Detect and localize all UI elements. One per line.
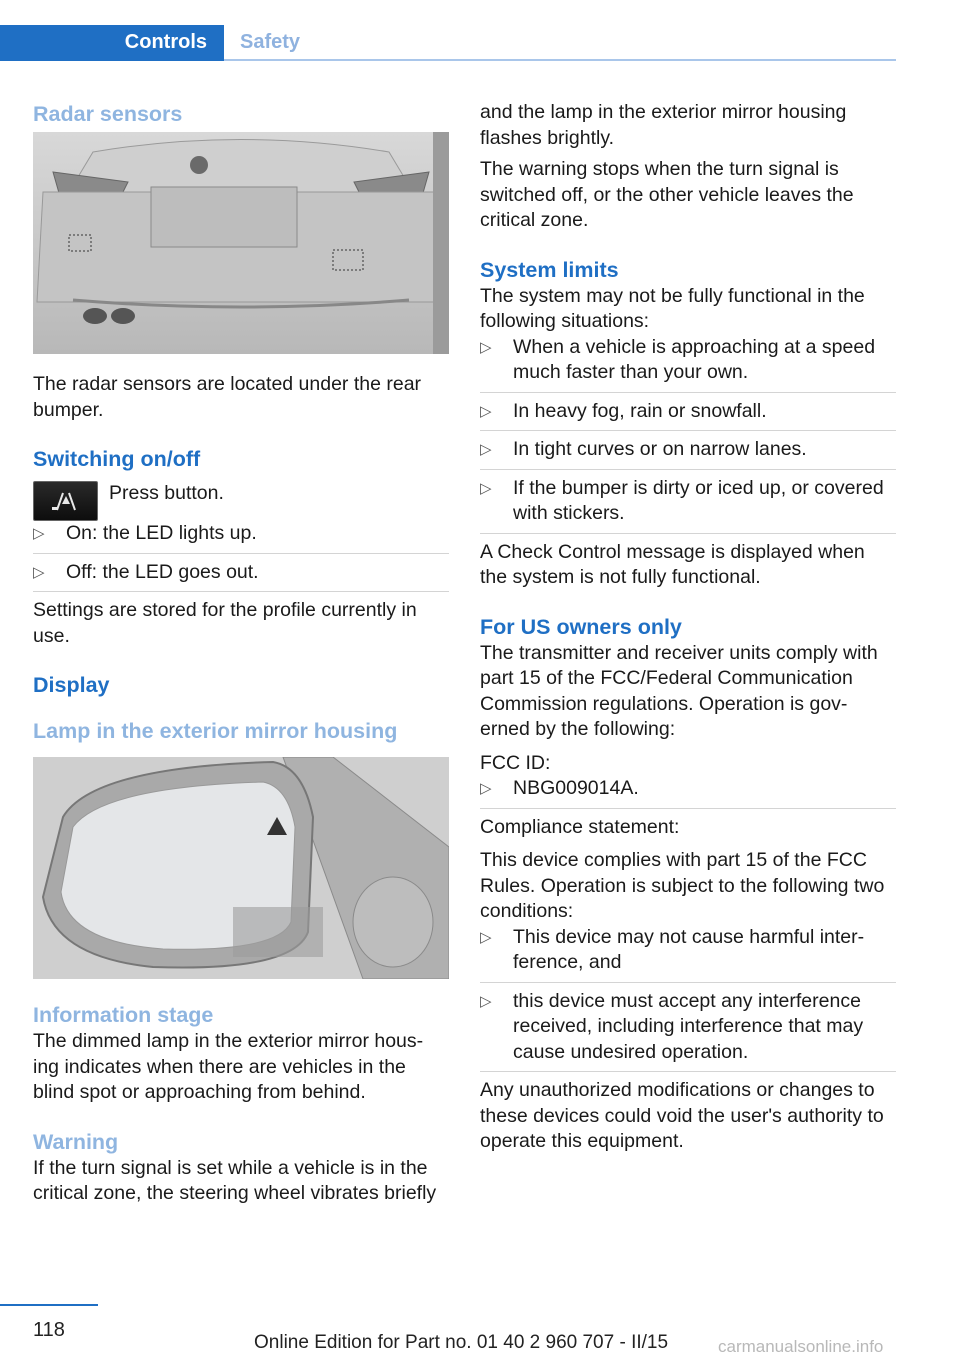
triangle-right-icon: ▷ <box>480 780 492 797</box>
lamp-heading: Lamp in the exterior mirror housing <box>33 719 398 743</box>
fcc-id-label: FCC ID: <box>480 751 551 774</box>
tab-safety[interactable]: Safety <box>240 31 301 54</box>
press-button-text: Press button. <box>109 482 224 504</box>
warning-stop-text: The warning stops when the turn signal is switched off, or the other vehicle leaves the critical zone. <box>480 158 854 231</box>
switch-states-list <box>33 521 449 592</box>
header-tabs <box>0 25 896 61</box>
conditions-list <box>480 925 896 1073</box>
edition-text: Online Edition for Part no. 01 40 2 960 707 - II/15 <box>254 1332 669 1353</box>
triangle-right-icon: ▷ <box>480 402 492 420</box>
page-number: 118 <box>33 1319 65 1341</box>
triangle-right-icon: ▷ <box>480 479 492 497</box>
list-item: ▷ If the bumper is dirty or iced up, or covered with stickers. <box>480 476 896 534</box>
warning-text: If the turn signal is set while a vehicle is in the critical zone, the steering wheel vibrates briefly <box>33 1156 437 1204</box>
button-instruction <box>33 481 449 521</box>
list-item: ▷ This device may not cause harmful inter‐ ference, and <box>480 925 896 983</box>
list-item: ▷ Off: the LED goes out. <box>33 560 449 593</box>
system-limits-list <box>480 335 896 534</box>
fcc-id-list <box>480 776 896 809</box>
triangle-right-icon: ▷ <box>480 338 492 356</box>
list-item: ▷ In tight curves or on narrow lanes. <box>480 437 896 470</box>
triangle-right-icon: ▷ <box>480 441 492 458</box>
warning-heading: Warning <box>33 1129 119 1154</box>
mirror-illustration <box>33 757 449 979</box>
footer-rule <box>0 1304 98 1306</box>
list-item: ▷ In heavy fog, rain or snowfall. <box>480 399 896 432</box>
list-item: ▷ this device must accept any interference received, including interference that may cause undesired operation. <box>480 989 896 1073</box>
car-rear-illustration <box>33 132 449 354</box>
triangle-right-icon: ▷ <box>33 563 45 581</box>
switching-heading: Switching on/off <box>33 447 201 471</box>
compliance-label: Compliance statement: <box>480 815 680 838</box>
settings-text: Settings are stored for the profile currently in use. <box>33 599 417 647</box>
information-stage-text: The dimmed lamp in the exterior mirror hous‐ ing indicates when there are vehicles in the blind spot or approaching from behind. <box>33 1030 424 1103</box>
list-item: ▷ On: the LED lights up. <box>33 521 449 554</box>
list-item: ▷ NBG009014A. <box>480 776 896 809</box>
lane-change-warning-button[interactable] <box>33 481 98 521</box>
mirror-figure <box>33 757 449 979</box>
check-control-text: A Check Control message is displayed when the system is not fully functional. <box>480 540 865 588</box>
triangle-right-icon: ▷ <box>33 525 45 542</box>
us-owners-heading: For US owners only <box>480 614 682 639</box>
continued-text: and the lamp in the exterior mirror housing flashes brightly. <box>480 101 847 149</box>
tab-divider <box>224 59 896 61</box>
final-text: Any unauthorized modifications or changes to these devices could void the user's authority to operate this equipment. <box>480 1079 884 1152</box>
radar-sensors-heading: Radar sensors <box>33 102 183 126</box>
lane-warning-icon <box>49 490 83 512</box>
display-heading: Display <box>33 673 110 697</box>
right-column <box>480 100 896 1155</box>
watermark-text: carmanualsonline.info <box>718 1337 884 1356</box>
information-stage-heading: Information stage <box>33 1003 214 1027</box>
system-limits-intro: The system may not be fully functional in the following situations: <box>480 284 865 332</box>
radar-description: The radar sensors are located under the rear bumper. <box>33 373 422 421</box>
rear-bumper-figure <box>33 132 449 354</box>
list-item: ▷ When a vehicle is approaching at a speed much faster than your own. <box>480 335 896 393</box>
compliance-text: This device complies with part 15 of the FCC Rules. Operation is subject to the following two conditions: <box>480 849 885 922</box>
system-limits-heading: System limits <box>480 257 619 282</box>
tab-controls[interactable]: Controls <box>0 25 224 61</box>
us-owners-text: The transmitter and receiver units comply with part 15 of the FCC/Federal Communication Commission regulations. Operation is gov‐ erned by the following: <box>480 641 878 740</box>
triangle-right-icon: ▷ <box>480 928 492 946</box>
triangle-right-icon: ▷ <box>480 992 492 1010</box>
left-column <box>33 100 449 1207</box>
